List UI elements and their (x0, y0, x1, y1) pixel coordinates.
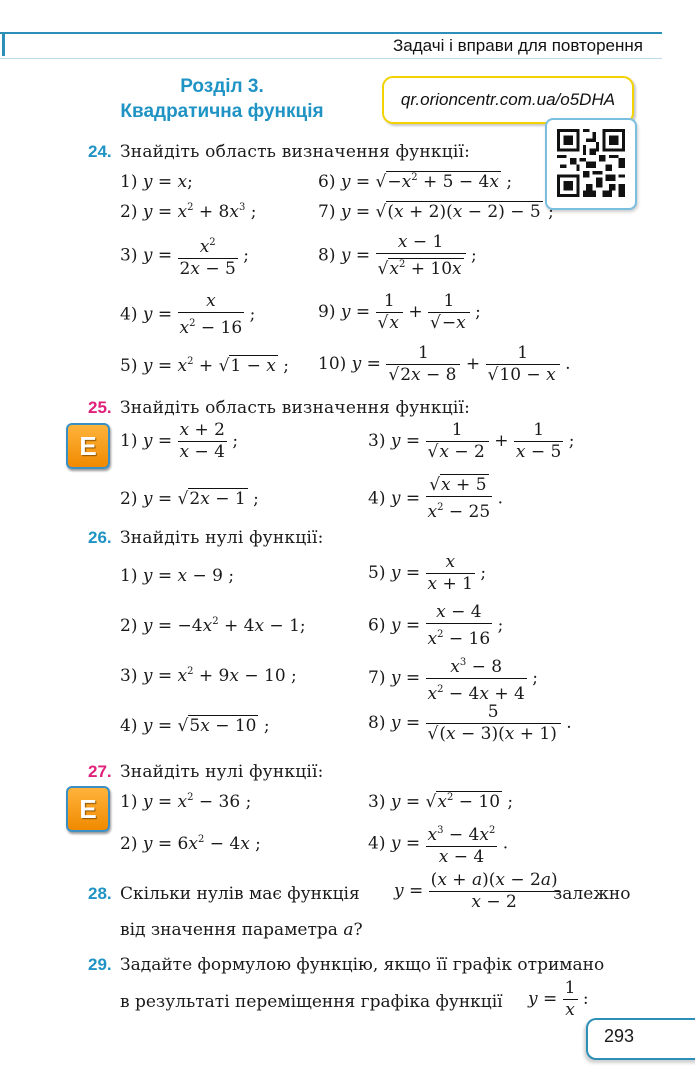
label: 3) (368, 792, 386, 812)
section-title (104, 74, 340, 124)
label: 1) (120, 172, 138, 192)
label: 3) (368, 431, 386, 451)
p24-item-7: 7) y = √(x + 2)(x − 2) − 5 ; (318, 202, 554, 222)
problem-24-text: Знайдіть область визначення функції: (120, 142, 471, 162)
label: 3) (120, 666, 138, 686)
problem-29-number: 29. (88, 955, 112, 974)
p28-formula: y = $\frac{(x + a)(x - 2a)}{x - 2}$ (394, 870, 558, 912)
p26-item-1: 1) y = x − 9 ; (120, 566, 235, 586)
label: 4) (120, 304, 138, 325)
qr-code-icon (557, 129, 625, 197)
p26-item-5: 5) y = $\frac{x}{x + 1}$ ; (368, 552, 487, 594)
problem-27-number: 27. (88, 762, 112, 781)
p24-item-10: 10) y = $\frac{1}{√2x - 8}$ + $\frac{1}{√10 - x}$ . (318, 343, 571, 385)
p26-item-2: 2) $y = -4x^2 + 4x - 1$; (120, 616, 306, 636)
problem-26-text: Знайдіть нулі функції: (120, 528, 324, 548)
problem-28-text: Скільки нулів має функція (120, 884, 360, 904)
problem-29-line1: Задайте формулою функцію, якщо її графік отримано (120, 955, 605, 975)
label: 2) (120, 202, 138, 222)
p27-item-1: 1) $y = x^2 - 36$ ; (120, 792, 252, 812)
problem-24-number: 24. (88, 142, 112, 161)
label: 4) (120, 716, 138, 736)
p27-item-2: 2) $y = 6x^2 - 4x$ ; (120, 834, 261, 854)
p26-item-3: 3) $y = x^2 + 9x - 10$ ; (120, 666, 297, 686)
p25-item-3: 3) y = $\frac{1}{√x - 2}$ + $\frac{1}{x - 5}$ ; (368, 420, 575, 462)
p24-item-3: 3) y = $\frac{x^2}{2x - 5}$ ; (120, 232, 249, 280)
p26-item-8: 8) y = $\frac{5}{√(x - 3)(x + 1)}$ . (368, 702, 572, 744)
p25-item-4: 4) y = $\frac{√x + 5}{x^2 - 25}$ . (368, 475, 503, 522)
label: 10) (318, 354, 347, 374)
e-badge-icon: E (66, 423, 110, 469)
label: 1) (120, 566, 138, 586)
problem-25-text: Знайдіть область визначення функції: (120, 398, 471, 418)
label: 6) (368, 615, 386, 636)
label: 7) (368, 668, 386, 688)
label: 9) (318, 302, 336, 322)
p24-item-1: 1) y = x; (120, 172, 193, 192)
problem-26-number: 26. (88, 528, 112, 547)
label: 5) (120, 356, 138, 376)
label: 1) (120, 431, 138, 451)
qr-link[interactable]: qr.orioncentr.com.ua/o5DHA (382, 76, 634, 124)
p29-formula: y = $\frac{1}{x}$ : (528, 978, 589, 1020)
label: 4) (368, 488, 386, 509)
p25-item-2: 2) y = √2x − 1 ; (120, 489, 259, 509)
label: 3) (120, 245, 138, 266)
p26-item-7: 7) y = $\frac{x^3 - 8}{x^2 - 4x + 4}$ ; (368, 652, 538, 705)
label: 6) (318, 172, 336, 192)
label: 2) (120, 489, 138, 509)
p24-item-8: 8) y = $\frac{x - 1}{√x^2 + 10x}$ ; (318, 232, 477, 279)
problem-28-line2: від значення параметра a? (120, 920, 363, 940)
p24-item-2: 2) $y = x^2 + 8x^3$ ; (120, 202, 257, 222)
qr-code-card[interactable] (545, 118, 637, 210)
label: 7) (318, 202, 336, 222)
e-badge-icon: E (66, 786, 110, 832)
label: 8) (318, 245, 336, 266)
header-rule-bottom (0, 58, 662, 59)
header-rule (0, 32, 662, 34)
label: 2) (120, 834, 138, 854)
label: 2) (120, 616, 138, 636)
label: 8) (368, 713, 386, 733)
problem-27-text: Знайдіть нулі функції: (120, 762, 324, 782)
problem-28-text-after: залежно (553, 884, 631, 904)
problem-25-number: 25. (88, 398, 112, 417)
p27-item-4: 4) y = $\frac{x^3 - 4x^2}{x - 4}$ . (368, 820, 508, 868)
p26-item-6: 6) y = $\frac{x - 4}{x^2 - 16}$ ; (368, 602, 504, 649)
section-title-line1: Розділ 3. (180, 76, 264, 97)
problem-28-number: 28. (88, 884, 112, 903)
running-title: Задачі і вправи для повторення (392, 36, 643, 55)
p24-item-4: 4) y = $\frac{x}{x^2 - 16}$ ; (120, 291, 256, 338)
problem-29-line2: в результаті переміщення графіка функції (120, 992, 503, 1012)
p24-item-9: 9) y = $\frac{1}{√x}$ + $\frac{1}{√-x}$ ; (318, 291, 481, 333)
label: 1) (120, 792, 138, 812)
page-number: 293 (604, 1026, 635, 1046)
header-rule-left (2, 32, 5, 56)
p26-item-4: 4) y = √5x − 10 ; (120, 716, 270, 736)
p27-item-3: 3) $y = √x^2 - 10$ ; (368, 792, 514, 812)
p24-item-5: 5) $y = x^2 + √1 - x$ ; (120, 356, 290, 376)
p24-item-6: 6) $y = √-x^2 + 5 - 4x$ ; (318, 172, 513, 192)
section-title-line2: Квадратична функція (120, 101, 324, 122)
label: 4) (368, 833, 386, 854)
page-number-tab (586, 1018, 695, 1060)
label: 5) (368, 563, 386, 583)
p25-item-1: 1) y = $\frac{x + 2}{x - 4}$ ; (120, 420, 239, 462)
